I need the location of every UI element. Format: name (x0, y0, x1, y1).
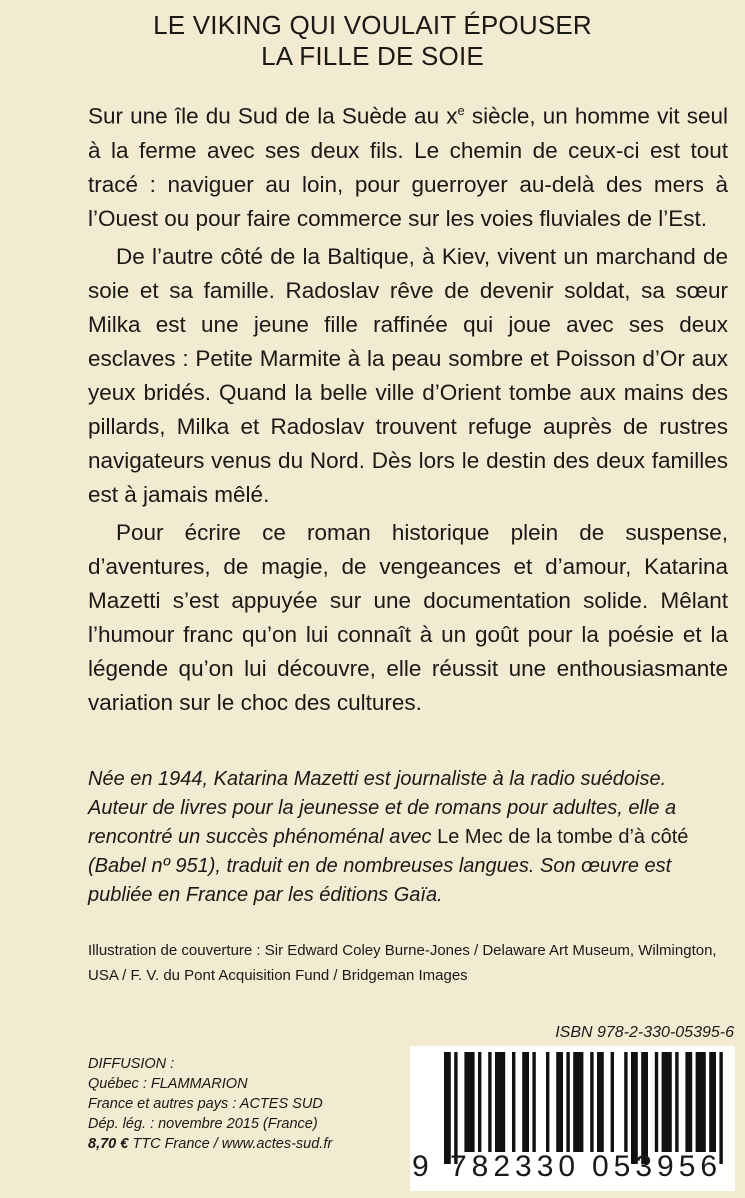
barcode-bar (478, 1052, 481, 1152)
previous-book-title: Le Mec de la tombe d’à côté (437, 826, 689, 848)
barcode-bar (655, 1052, 658, 1152)
barcode-bar (624, 1052, 627, 1152)
distribution-quebec: Québec : FLAMMARION (88, 1076, 248, 1092)
barcode-bar (454, 1052, 457, 1164)
barcode-bar (546, 1052, 549, 1152)
book-title-line-2: LA FILLE DE SOIE (261, 41, 484, 71)
barcode-bar (696, 1052, 706, 1152)
price-suffix: TTC France / www.actes-sud.fr (128, 1136, 333, 1152)
barcode-bar (685, 1052, 692, 1152)
barcode-bar (675, 1052, 678, 1152)
author-bio (88, 765, 728, 910)
distribution-france: France et autres pays : ACTES SUD (88, 1096, 323, 1112)
barcode-bar (719, 1052, 722, 1164)
synopsis (88, 94, 728, 724)
barcode-bar (641, 1052, 648, 1164)
price-line (88, 1134, 408, 1154)
barcode-bar (532, 1052, 535, 1152)
synopsis-paragraph-1 (88, 94, 728, 236)
author-bio-part-2: (Babel nº 951), traduit en de nombreuses langues. Son œuvre est publiée en France par les éditions Gaïa. (88, 855, 672, 906)
barcode-left-group: 782330 (450, 1150, 581, 1183)
cover-illustration-credits: Illustration de couverture : Sir Edward Coley Burne-Jones / Delaware Art Museum, Wilmington, USA / F. V. du Pont Acquisition Fund / Bridgeman Images (88, 942, 717, 984)
barcode-bar (611, 1052, 614, 1152)
barcode-bar (709, 1052, 716, 1152)
barcode-bar (488, 1052, 491, 1152)
barcode-bar (464, 1052, 474, 1152)
barcode-bar (522, 1052, 529, 1152)
barcode-bar (512, 1052, 515, 1152)
barcode-bar (662, 1052, 672, 1152)
barcode-bar (495, 1052, 505, 1152)
barcode-bar (556, 1052, 563, 1152)
barcode-bar (566, 1052, 569, 1152)
legal-deposit: Dép. lég. : novembre 2015 (France) (88, 1116, 318, 1132)
isbn-number: ISBN 978-2-330-05395-6 (555, 1024, 734, 1041)
synopsis-paragraph-3: Pour écrire ce roman historique plein de suspense, d’aventures, de magie, de vengeances et d’amour, Katarina Mazetti s’est appuyée sur une documentation solide. Mêlant l’humour franc qu’on lui connaît à un goût pour la poésie et la légende qu’on lui découvre, elle réussit une enthousiasmante variation sur le choc des cultures. (88, 519, 728, 715)
barcode-first-digit: 9 (412, 1150, 430, 1183)
barcode-bar (597, 1052, 604, 1152)
century-superscript: e (457, 103, 465, 118)
distribution-info (88, 1054, 408, 1154)
barcode-bar (631, 1052, 638, 1164)
book-title (0, 10, 745, 72)
book-title-line-1: LE VIKING QUI VOULAIT ÉPOUSER (153, 10, 592, 40)
barcode-bar (573, 1052, 583, 1152)
barcode-right-group: 053956 (592, 1150, 723, 1183)
author-bio-part-1: Née en 1944, Katarina Mazetti est journaliste à la radio suédoise. Auteur de livres pour la jeunesse et de romans pour adultes, elle a rencontré un succès phénoménal avec (88, 768, 677, 848)
synopsis-p1-start: Sur une île du Sud de la Suède au x (88, 103, 458, 129)
distribution-heading: DIFFUSION : (88, 1056, 175, 1072)
barcode-bar (444, 1052, 451, 1164)
price: 8,70 € (88, 1136, 129, 1152)
synopsis-paragraph-2: De l’autre côté de la Baltique, à Kiev, vivent un marchand de soie et sa famille. Radoslav rêve de devenir soldat, sa sœur Milka est une jeune fille raffinée qui joue avec ses deux esclaves : Petite Marmite à la peau sombre et Poisson d’Or aux yeux bridés. Quand la belle ville d’Orient tombe aux mains des pillards, Milka et Radoslav trouvent refuge auprès de rustres navigateurs venus du Nord. Dès lors le destin des deux familles est à jamais mêlé. (88, 243, 728, 507)
barcode-bar (590, 1052, 593, 1152)
synopsis-p1-end: siècle, un homme vit seul à la ferme avec ses deux fils. Le chemin de ceux-ci est tout tracé : naviguer au loin, pour guerroyer au-delà des mers à l’Ouest ou pour faire commerce sur les voies fluviales de l’Est. (88, 103, 728, 231)
barcode-digits (410, 1150, 735, 1190)
